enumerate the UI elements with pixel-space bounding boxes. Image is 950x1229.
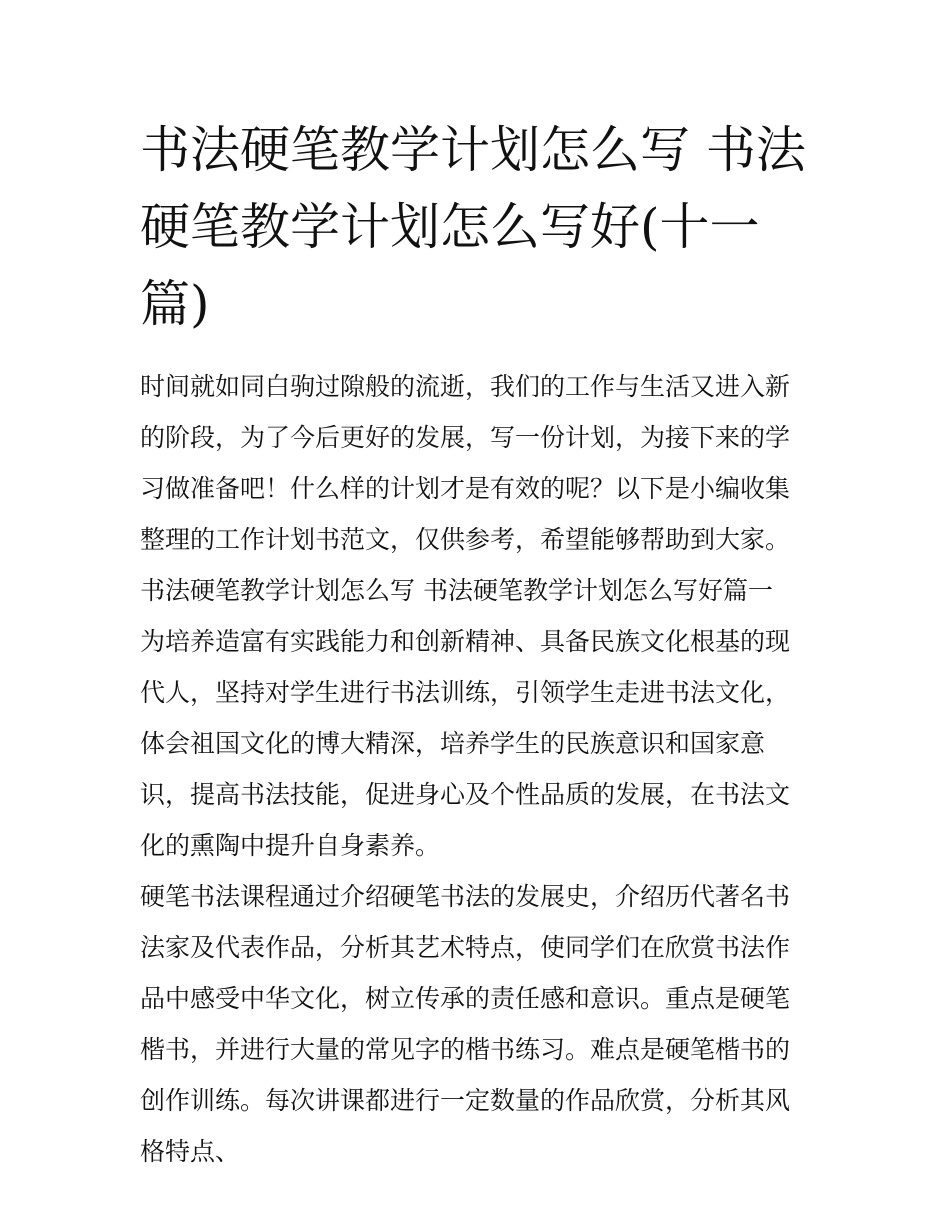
body-paragraph-1: 为培养造富有实践能力和创新精神、具备民族文化根基的现代人，坚持对学生进行书法训练，引领学生走进书法文化，体会祖国文化的博大精深，培养学生的民族意识和国家意识，提高书法技能，促进身心及个性品质的发展，在书法文化的熏陶中提升自身素养。 <box>140 627 791 860</box>
intro-paragraph: 时间就如同白驹过隙般的流逝，我们的工作与生活又进入新的阶段，为了今后更好的发展，写一份计划，为接下来的学习做准备吧！什么样的计划才是有效的呢？以下是小编收集整理的工作计划书范文，仅供参考，希望能够帮助到大家。 <box>140 372 791 554</box>
section-heading: 书法硬笔教学计划怎么写 书法硬笔教学计划怎么写好篇一 <box>140 576 773 605</box>
document-page <box>140 112 812 1177</box>
body-paragraph-2: 硬笔书法课程通过介绍硬笔书法的发展史，介绍历代著名书法家及代表作品，分析其艺术特点，使同学们在欣赏书法作品中感受中华文化，树立传承的责任感和意识。重点是硬笔楷书，并进行大量的常见字的楷书练习。难点是硬笔楷书的创作训练。每次讲课都进行一定数量的作品欣赏，分析其风格特点、 <box>140 882 791 1166</box>
document-title: 书法硬笔教学计划怎么写 书法硬笔教学计划怎么写好(十一篇) <box>140 121 806 333</box>
